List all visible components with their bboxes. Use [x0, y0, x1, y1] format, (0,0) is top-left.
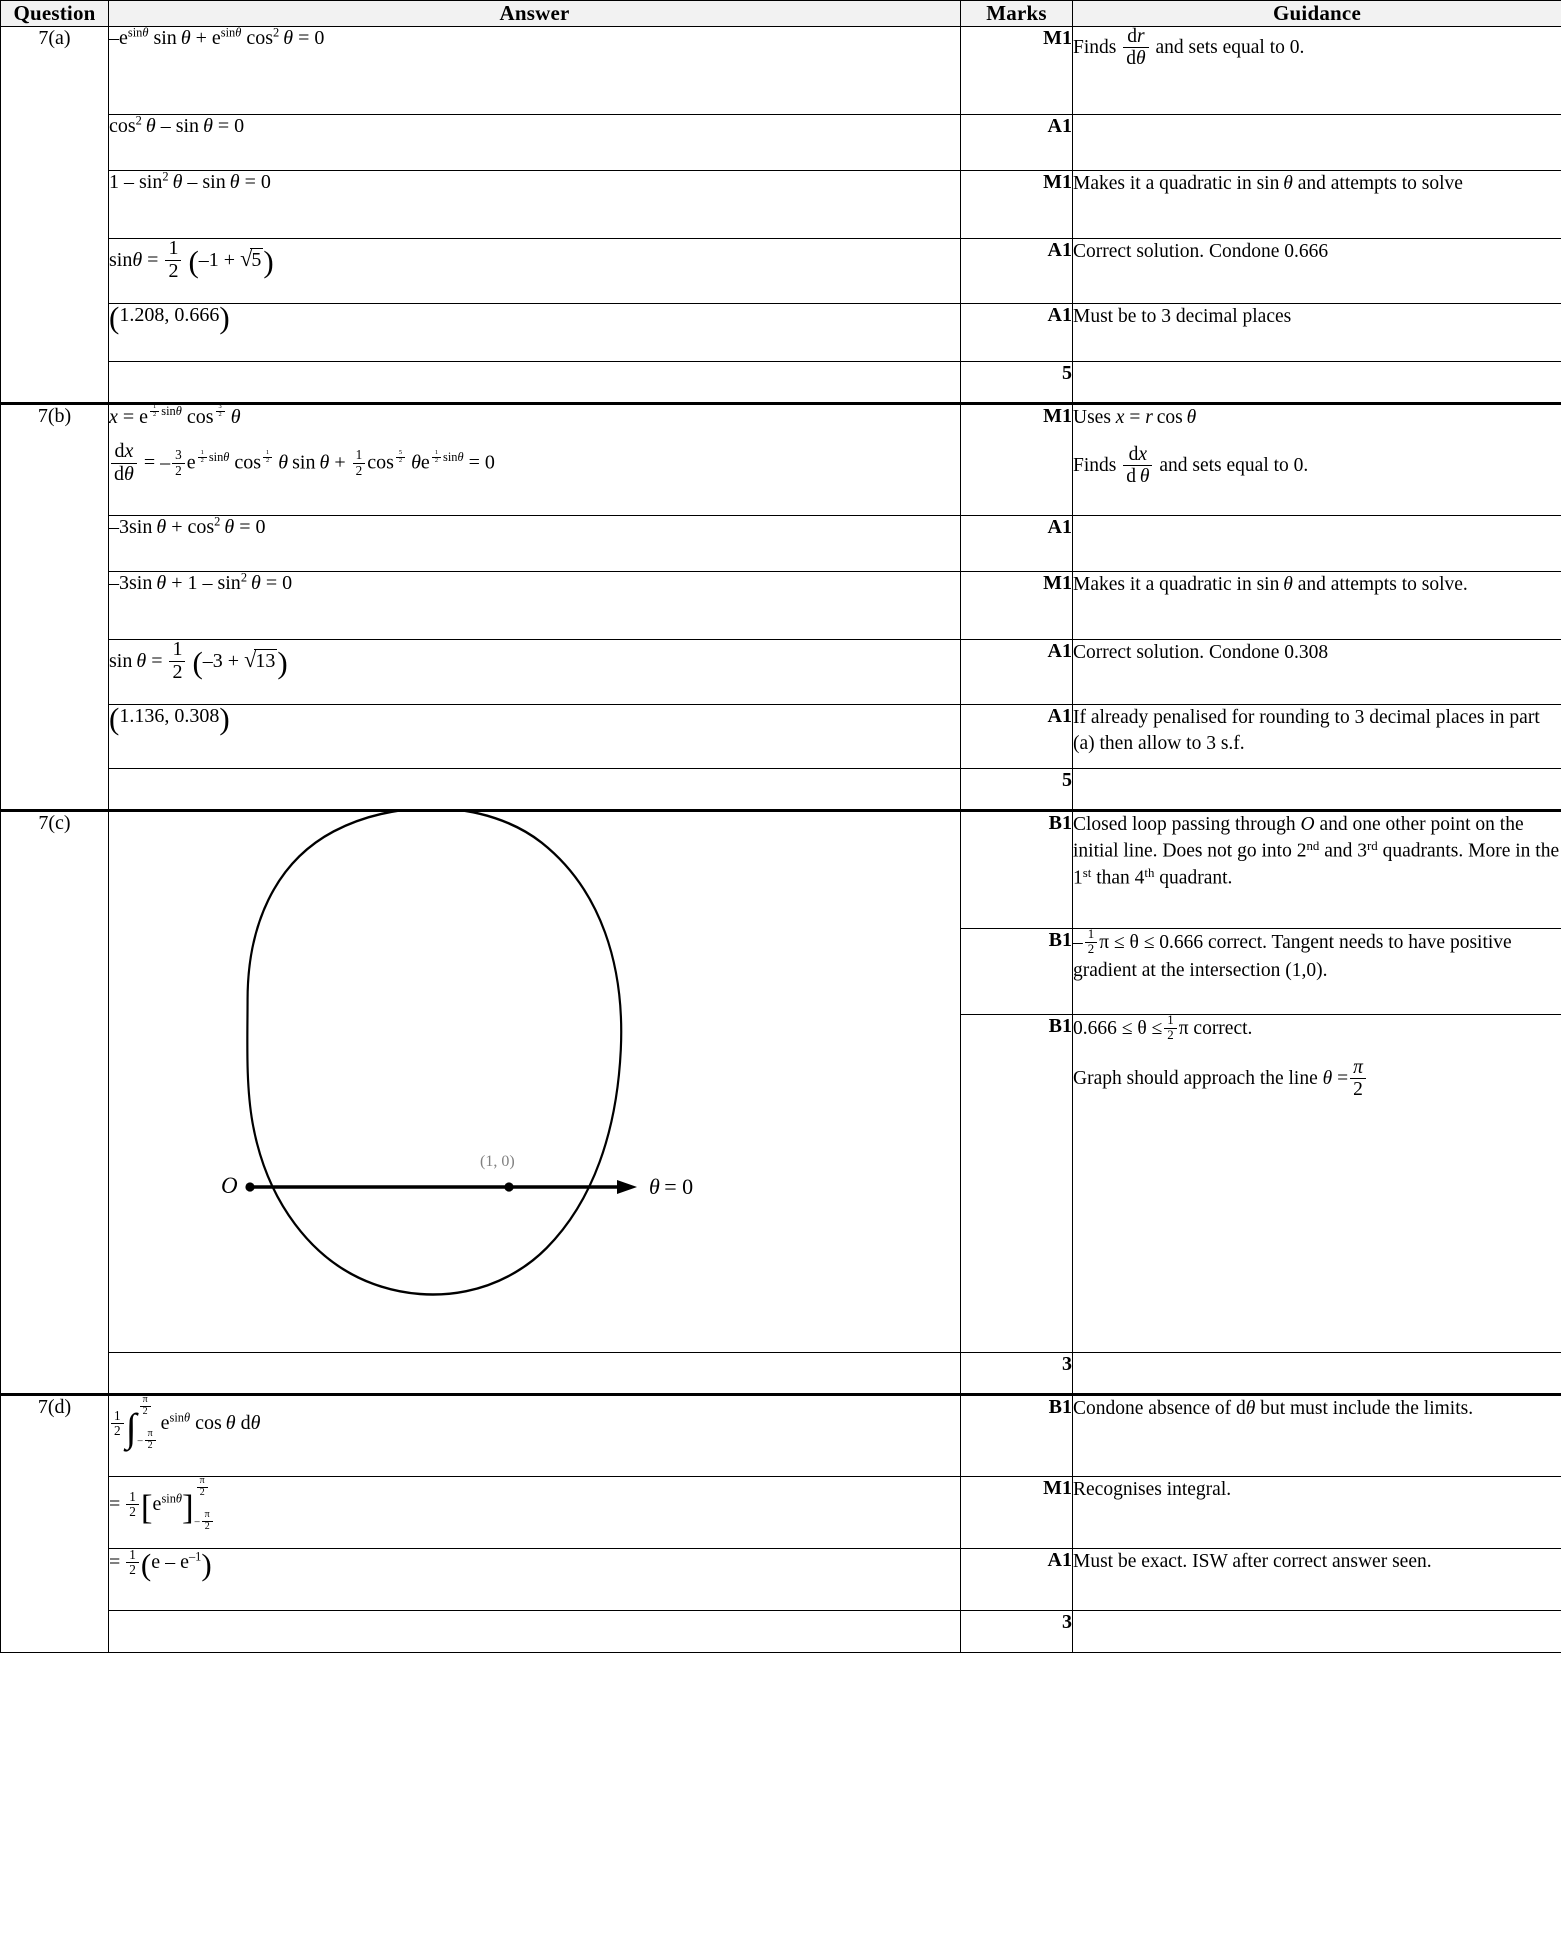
guidance-7d-blank	[1073, 1611, 1561, 1653]
table-row	[1, 516, 1561, 572]
guidance-7d-1	[1073, 1395, 1561, 1477]
table-row-total	[1, 1353, 1561, 1395]
guidance-7b-5: If already penalised for rounding to 3 decimal places in part (a) then allow to 3 s.f.	[1073, 705, 1561, 769]
guidance-line-1	[1073, 405, 1561, 431]
table-row	[1, 572, 1561, 640]
mark-7b-2: A1	[961, 516, 1073, 572]
total-marks-7c: 3	[961, 1353, 1073, 1395]
guidance-7b-2	[1073, 516, 1561, 572]
coordinate-pair: 1.208, 0.666	[119, 304, 220, 326]
mark-7a-5: A1	[961, 304, 1073, 362]
total-marks-7b: 5	[961, 769, 1073, 811]
evaluated-integral-expression: = $\frac{1}{2}$ $[e^{sin\theta}]$ $\frac{\pi}{2}$ – $\frac{\pi}{2}$	[109, 1493, 218, 1515]
integral-expression: $\frac{1}{2}$ ∫ $\frac{\pi}{2}$ – $\frac{\pi}{2}$ $e^{sin\theta}$ cos θ dθ	[109, 1412, 260, 1434]
polar-curve-graph	[109, 812, 960, 1352]
coordinate-pair: 1.136, 0.308	[119, 705, 220, 727]
guidance-7c-2	[1073, 929, 1561, 1015]
final-answer-expression: = $\frac{1}{2}$ $(e - e^{-1})$	[109, 1546, 212, 1582]
guidance-math-sin-theta: sin θ	[1256, 173, 1293, 194]
answer-7b-2: –3sin $\theta + \cos^2 \theta = 0$	[109, 516, 961, 572]
answer-7c-blank	[109, 1353, 961, 1395]
question-label-7c: 7(c)	[1, 811, 109, 1395]
inner-lead: –1 +	[198, 248, 236, 271]
answer-7a-1: $-e^{sin\theta}$ $\sin \theta + e^{sin\theta}$ $\cos^2 \theta = 0$	[109, 27, 961, 115]
guidance-text: Makes it a quadratic in	[1073, 574, 1252, 595]
answer-7b-1	[109, 404, 961, 516]
guidance-text-6: quadrant.	[1159, 867, 1233, 889]
guidance-text: Graph should approach the line	[1073, 1067, 1318, 1089]
total-marks-7a: 5	[961, 362, 1073, 404]
inner-lead: –3 +	[202, 649, 240, 672]
table-row	[1, 1549, 1561, 1611]
sqrt-5: √5	[240, 245, 262, 271]
intersection-point	[504, 1182, 513, 1191]
table-row	[1, 115, 1561, 171]
question-label-7d: 7(d)	[1, 1395, 109, 1653]
equation-theta-pi-over-2: θ = $\frac{\pi}{2}$	[1323, 1068, 1368, 1089]
mark-7a-4: A1	[961, 239, 1073, 304]
guidance-7c-1	[1073, 811, 1561, 929]
fraction-pi-over-2: $\frac{\pi}{2}$	[1350, 1057, 1366, 1100]
column-header-question: Question	[1, 1, 109, 27]
guidance-text-2: and attempts to solve.	[1297, 574, 1468, 595]
equation-dx-dtheta: $\frac{dx}{d\theta}$ = – $\frac{3}{2}$ e $^{\frac{1}{2} sin\theta}$ cos $^{\frac{1}{2}}$ θ sin θ + $\frac{1}{2}$ cos $^{\frac{5}{2}}$ θe $^{\frac{1}{2} sin\theta}$ = 0	[109, 442, 960, 486]
guidance-7c-blank	[1073, 1353, 1561, 1395]
answer-7b-3: –3sin $\theta + 1 - \sin^2 \theta = 0$	[109, 572, 961, 640]
column-header-marks: Marks	[961, 1, 1073, 27]
table-row-total	[1, 769, 1561, 811]
mark-7a-1: M1	[961, 27, 1073, 115]
table-row	[1, 171, 1561, 239]
guidance-7a-4: Correct solution. Condone 0.666	[1073, 239, 1561, 304]
inequality-text-2: π correct.	[1178, 1017, 1253, 1039]
inequality-text: π ≤ θ ≤ 0.666	[1099, 931, 1204, 953]
mark-7b-3: M1	[961, 572, 1073, 640]
column-header-answer: Answer	[109, 1, 961, 27]
table-row	[1, 1477, 1561, 1549]
answer-7a-3: $1 - \sin^2 \theta - \sin \theta = 0$	[109, 171, 961, 239]
guidance-text: correct. Tangent needs to have positive gradient at the intersection (1,0).	[1073, 931, 1512, 981]
origin-label: O	[221, 1173, 238, 1198]
guidance-7d-2: Recognises integral.	[1073, 1477, 1561, 1549]
total-marks-7d: 3	[961, 1611, 1073, 1653]
question-label-7b: 7(b)	[1, 404, 109, 811]
mark-7b-4: A1	[961, 640, 1073, 705]
guidance-7a-2	[1073, 115, 1561, 171]
guidance-text-5: than 4	[1096, 867, 1145, 889]
equation-x-polar: x = e $^{\frac{1}{2} sin\theta}$ cos $^{\frac{3}{2}}$ θ	[109, 403, 241, 428]
table-row	[1, 811, 1561, 929]
guidance-7b-blank	[1073, 769, 1561, 811]
guidance-origin-symbol: O	[1300, 814, 1315, 835]
guidance-7c-3	[1073, 1015, 1561, 1353]
answer-7a-5: (1.208, 0.666)	[109, 304, 961, 362]
ordinal-st: st	[1082, 865, 1092, 880]
origin-point	[245, 1182, 254, 1191]
initial-line-svg	[109, 812, 961, 1352]
answer-7d-blank	[109, 1611, 961, 1653]
answer-7a-blank	[109, 362, 961, 404]
guidance-text-2: and one other point on the initial line. Does not go into 2	[1073, 814, 1524, 862]
ordinal-nd: nd	[1306, 839, 1320, 854]
guidance-line-1	[1073, 1015, 1561, 1044]
guidance-7a-3	[1073, 171, 1561, 239]
fraction-dx-dtheta: $\frac{dx}{\text{d θ}}$	[1123, 444, 1152, 487]
guidance-text-3: and sets equal to 0.	[1159, 455, 1309, 477]
guidance-text-3: and 3	[1324, 840, 1367, 862]
guidance-theta-symbol: θ	[1245, 1398, 1256, 1419]
guidance-text: Condone absence of d	[1073, 1398, 1246, 1419]
table-row	[1, 1395, 1561, 1477]
fraction-one-half: $\frac{1}{2}$	[169, 639, 185, 683]
guidance-7a-1	[1073, 27, 1561, 115]
table-row-total	[1, 362, 1561, 404]
guidance-7b-1	[1073, 404, 1561, 516]
inequality-range-lower: – $\frac{1}{2}$ π ≤ θ ≤ 0.666	[1073, 927, 1204, 956]
mark-7c-3: B1	[961, 1015, 1073, 1353]
guidance-text: Makes it a quadratic in	[1073, 173, 1252, 194]
guidance-text-2: and attempts to solve	[1297, 173, 1463, 194]
guidance-7a-blank	[1073, 362, 1561, 404]
mark-7d-2: M1	[961, 1477, 1073, 1549]
fraction-one-half: $\frac{1}{2}$	[1085, 928, 1097, 957]
guidance-7a-5: Must be to 3 decimal places	[1073, 304, 1561, 362]
table-row	[1, 239, 1561, 304]
answer-7a-2: $\cos^2 \theta - \sin \theta = 0$	[109, 115, 961, 171]
table-row	[1, 304, 1561, 362]
answer-7d-1	[109, 1395, 961, 1477]
guidance-line-2	[1073, 445, 1561, 488]
guidance-text-4: quadrants. More in the 1	[1073, 840, 1560, 889]
answer-7b-4: sin θ = $\frac{1}{2}$ (–3 + √13)	[109, 640, 961, 705]
axis-label-theta-zero: θ = 0	[649, 1174, 694, 1199]
inequality-range-upper	[1073, 1013, 1253, 1042]
answer-7d-2	[109, 1477, 961, 1549]
guidance-text-2: but must include the limits.	[1260, 1398, 1474, 1419]
table-row	[1, 404, 1561, 516]
mark-7d-3: A1	[961, 1549, 1073, 1611]
ordinal-rd: rd	[1366, 839, 1378, 854]
column-header-guidance: Guidance	[1073, 1, 1561, 27]
table-row	[1, 640, 1561, 705]
guidance-7d-3: Must be exact. ISW after correct answer seen.	[1073, 1549, 1561, 1611]
guidance-7b-3	[1073, 572, 1561, 640]
answer-7b-blank	[109, 769, 961, 811]
answer-7a-4: sinθ = $\frac{1}{2}$ (–1 + √5)	[109, 239, 961, 304]
table-row	[1, 27, 1561, 115]
table-row-total	[1, 1611, 1561, 1653]
mark-7b-5: A1	[961, 705, 1073, 769]
ordinal-th: th	[1144, 865, 1155, 880]
fraction-dr-dtheta: $\frac{dr}{d\theta}$	[1123, 26, 1148, 69]
arrow-head-icon	[617, 1180, 637, 1194]
mark-7a-2: A1	[961, 115, 1073, 171]
mark-7d-1: B1	[961, 1395, 1073, 1477]
mark-7a-3: M1	[961, 171, 1073, 239]
guidance-math-sin-theta: sin θ	[1256, 574, 1293, 595]
mark-7b-1: M1	[961, 404, 1073, 516]
guidance-text: Finds	[1073, 37, 1117, 59]
guidance-line-2	[1073, 1058, 1561, 1101]
point-label-1-0: (1, 0)	[480, 1153, 515, 1170]
fraction-one-half: $\frac{1}{2}$	[1164, 1014, 1176, 1043]
table-header-row	[1, 1, 1561, 27]
fraction-one-half: $\frac{1}{2}$	[165, 238, 181, 282]
guidance-text-suffix: and sets equal to 0.	[1155, 37, 1305, 59]
mark-7c-2: B1	[961, 929, 1073, 1015]
guidance-text: Uses	[1073, 407, 1111, 428]
guidance-7b-4: Correct solution. Condone 0.308	[1073, 640, 1561, 705]
answer-7c-graph	[109, 811, 961, 1353]
answer-7d-3	[109, 1546, 961, 1611]
mark-7c-1: B1	[961, 811, 1073, 929]
guidance-math-x-rcos: x = r cos θ	[1115, 407, 1197, 428]
guidance-text-2: Finds	[1073, 455, 1117, 477]
question-label-7a: 7(a)	[1, 27, 109, 404]
answer-7b-5: (1.136, 0.308)	[109, 705, 961, 769]
guidance-text: Closed loop passing through	[1073, 814, 1296, 835]
table-row	[1, 705, 1561, 769]
sqrt-13: √13	[244, 646, 276, 672]
inequality-text: 0.666 ≤ θ ≤	[1073, 1017, 1163, 1039]
